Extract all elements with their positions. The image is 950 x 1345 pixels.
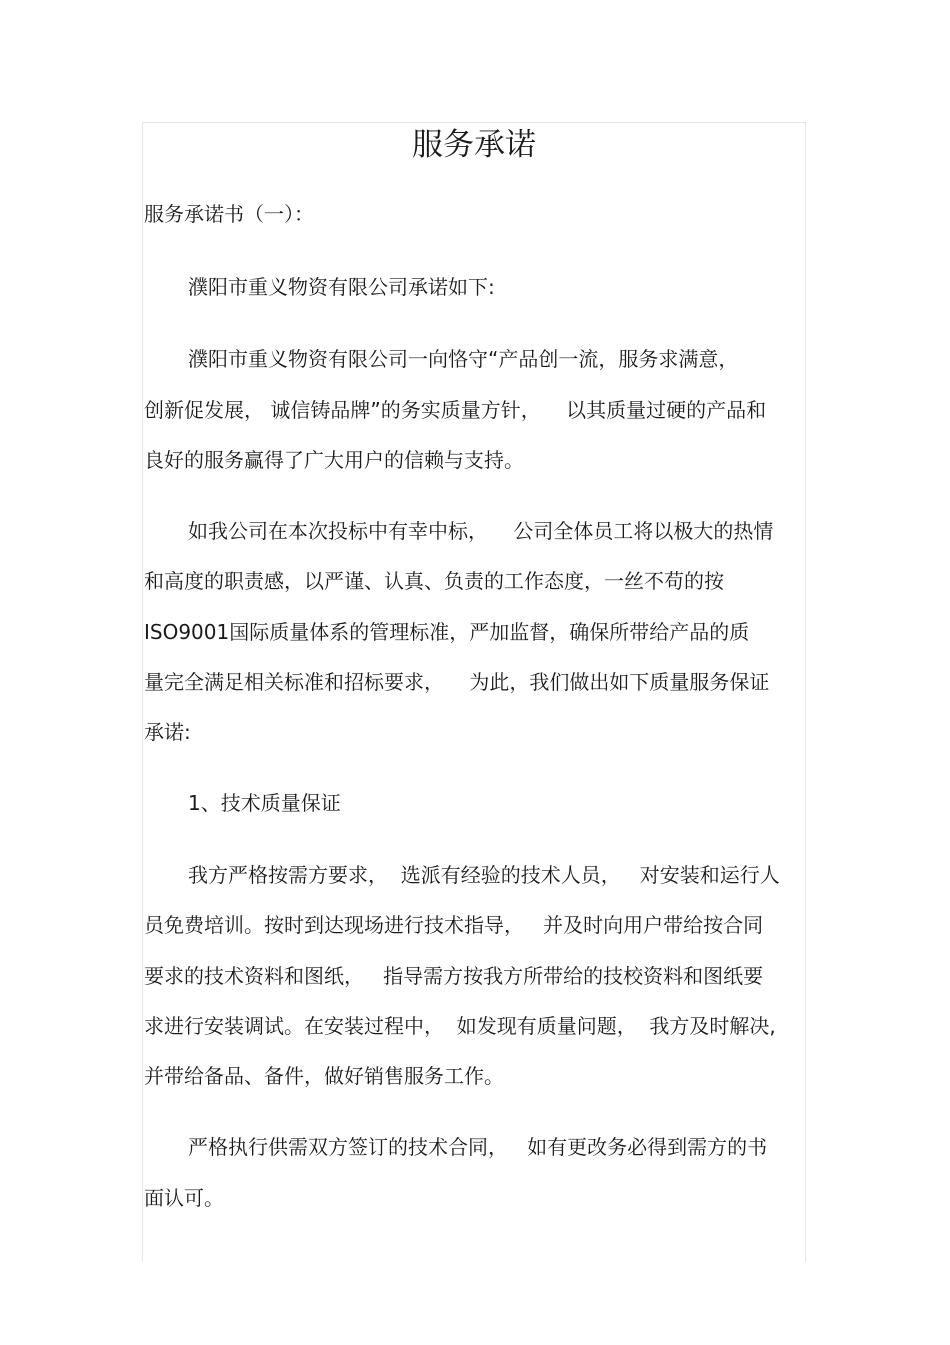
paragraph4-line1: 严格执行供需双方签订的技术合同， 如有更改务必得到需方的书	[188, 1135, 768, 1159]
paragraph3-line3: 要求的技术资料和图纸， 指导需方按我方所带给的技校资料和图纸要	[144, 964, 764, 988]
paragraph4-line2: 面认可。	[144, 1186, 224, 1210]
document-subtitle: 服务承诺书（一）：	[144, 202, 314, 226]
document-title: 服务承诺	[412, 127, 536, 163]
paragraph2-line4: 量完全满足相关标准和招标要求， 为此，我们做出如下质量服务保证	[144, 670, 770, 694]
paragraph2-line3: ISO9001国际质量体系的管理标准，严加监督，确保所带给产品的质	[144, 620, 750, 644]
paragraph3-line1: 我方严格按需方要求， 选派有经验的技术人员， 对安装和运行人	[188, 863, 780, 887]
paragraph3-line2: 员免费培训。按时到达现场进行技术指导， 并及时向用户带给按合同	[144, 913, 764, 937]
paragraph3-line5: 并带给备品、备件，做好销售服务工作。	[144, 1064, 504, 1088]
section1-heading: 1、技术质量保证	[188, 791, 341, 815]
paragraph2-line1: 如我公司在本次投标中有幸中标， 公司全体员工将以极大的热情	[188, 519, 774, 543]
paragraph2-line2: 和高度的职责感，以严谨、认真、负责的工作态度，一丝不苟的按	[144, 569, 724, 593]
paragraph1-line2: 创新促发展， 诚信铸品牌”的务实质量方针， 以其质量过硬的产品和	[144, 398, 767, 422]
paragraph2-line5: 承诺:	[144, 720, 191, 744]
paragraph3-line4: 求进行安装调试。在安装过程中， 如发现有质量问题， 我方及时解决,	[144, 1014, 776, 1038]
paragraph1-line1: 濮阳市重义物资有限公司一向恪守“产品创一流，服务求满意，	[188, 347, 739, 371]
intro-line: 濮阳市重义物资有限公司承诺如下:	[188, 275, 495, 299]
paragraph1-line3: 良好的服务赢得了广大用户的信赖与支持。	[144, 448, 524, 472]
